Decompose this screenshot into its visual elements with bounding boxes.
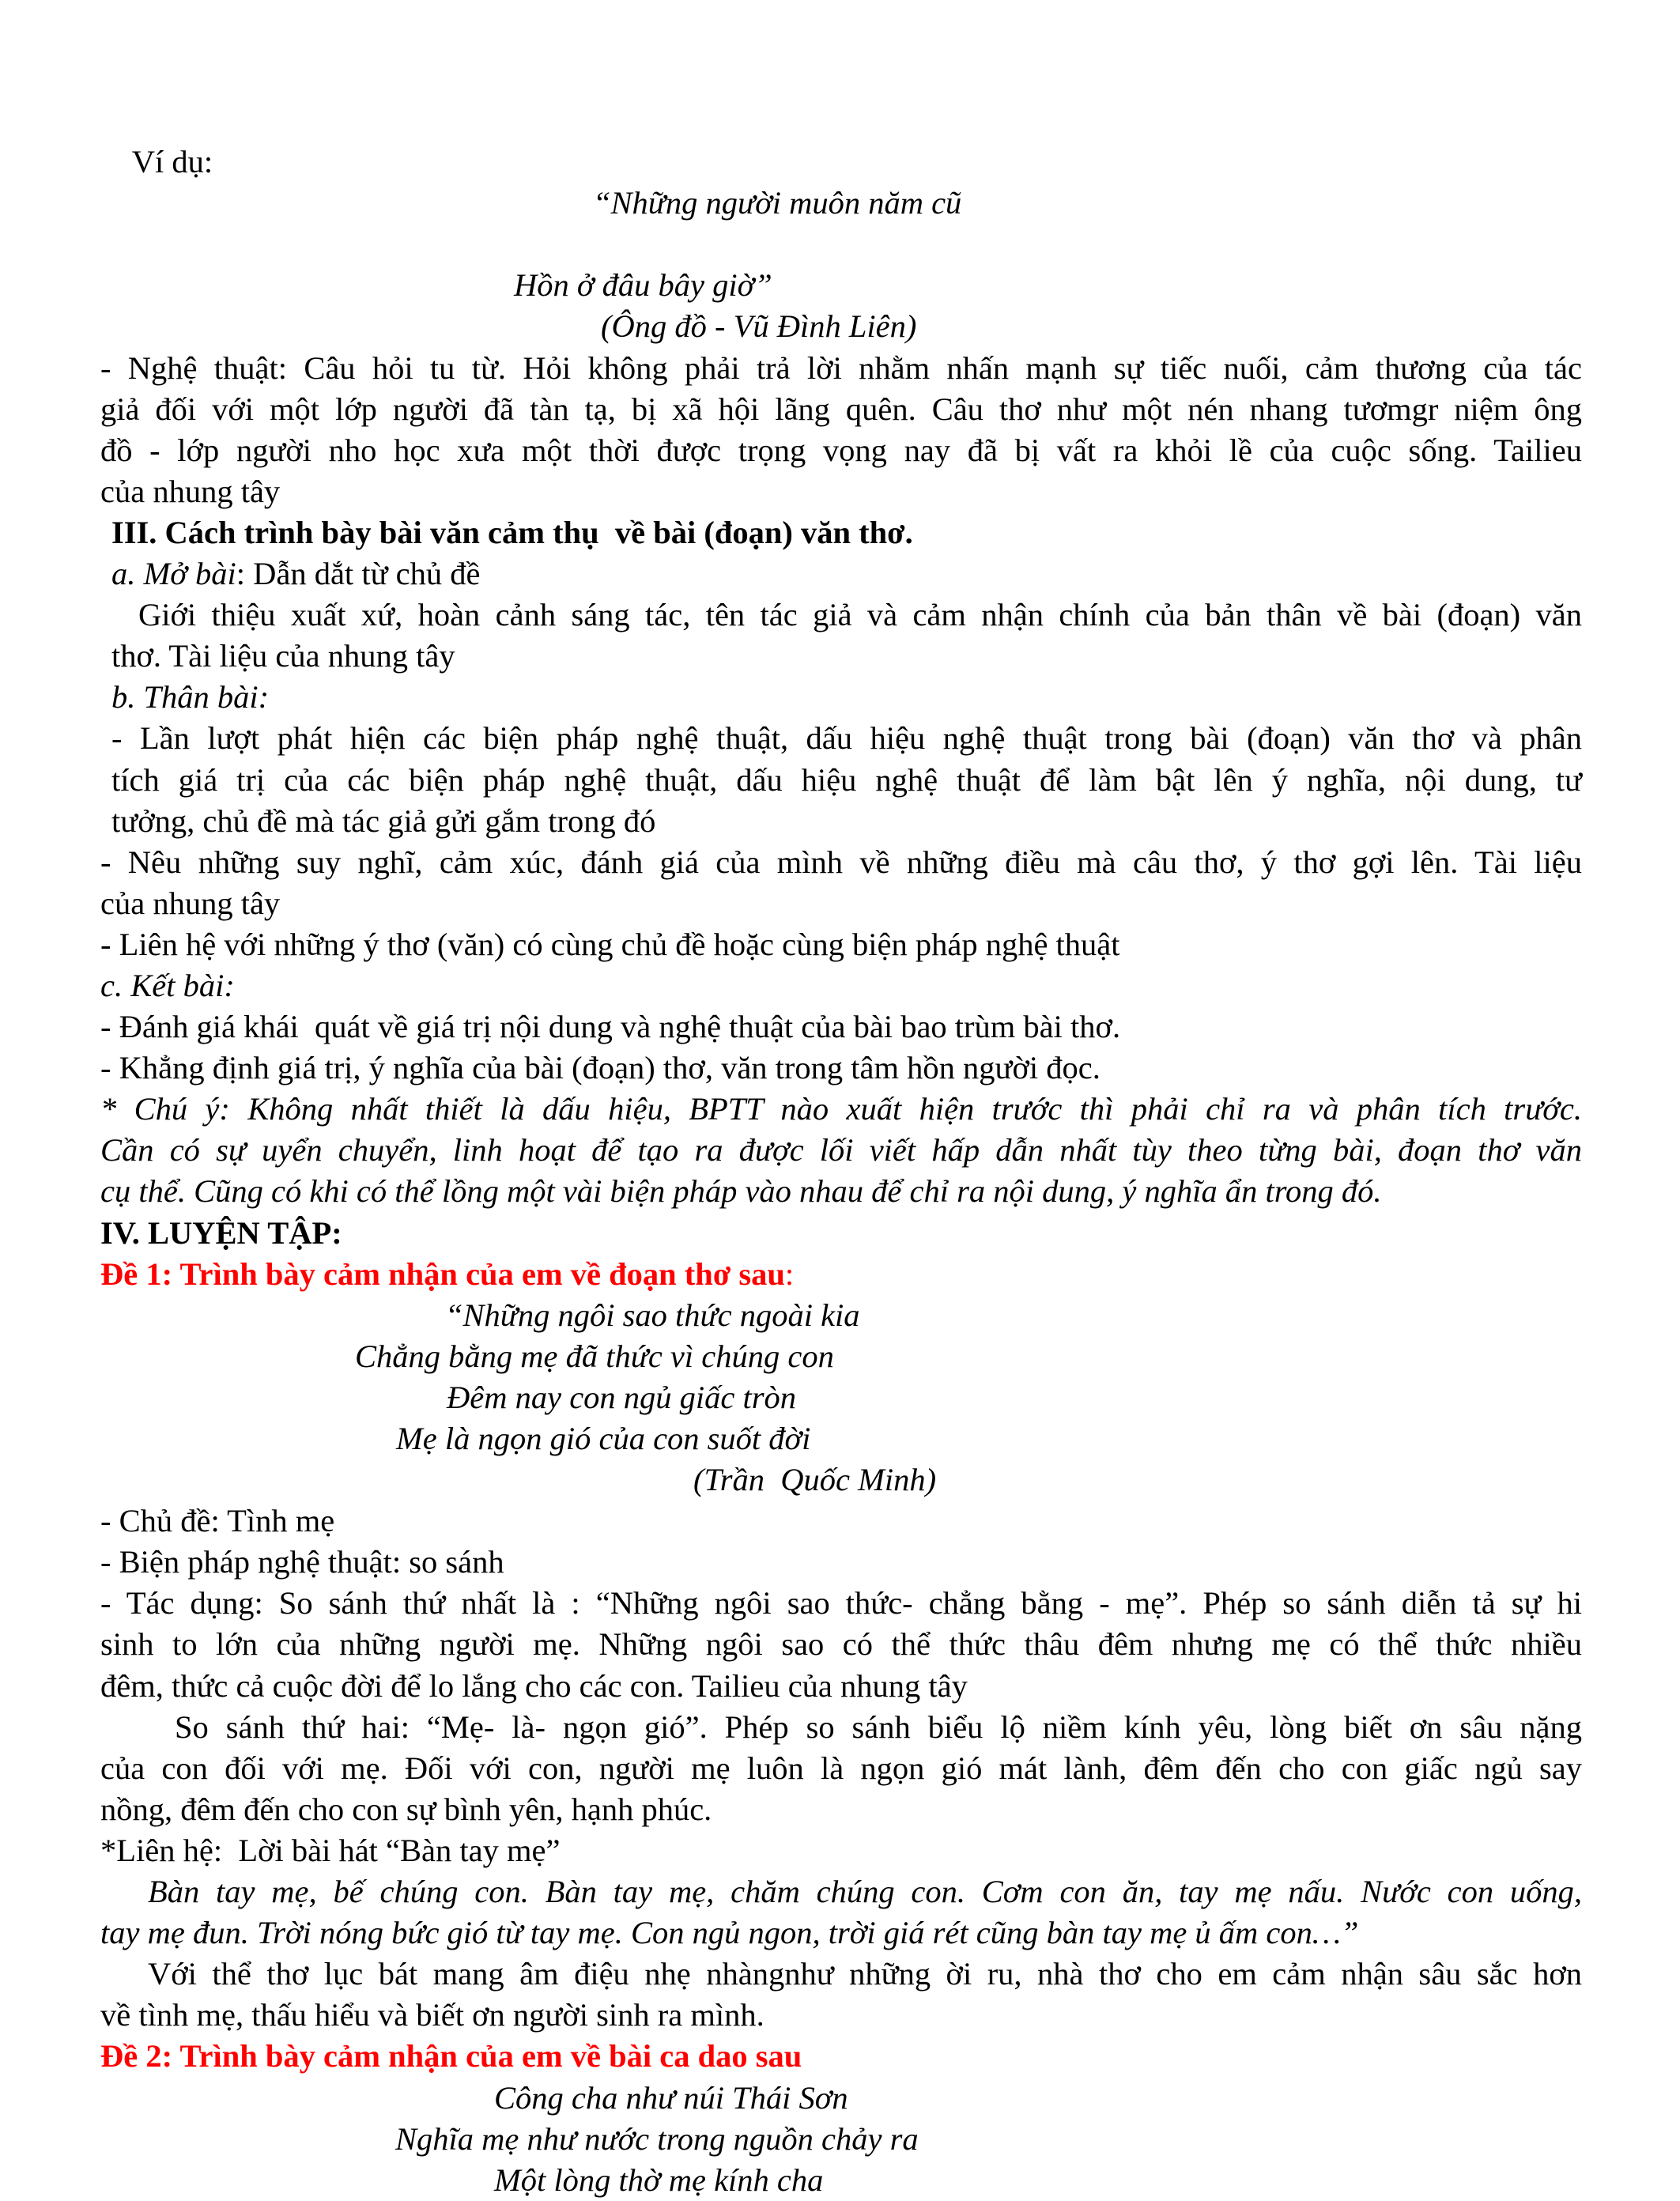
exercise-title: Đề 2: Trình bày cảm nhận của em về bài ca dao sau <box>100 2038 802 2075</box>
subsection-text: : Dẫn dắt từ chủ đề <box>236 556 481 592</box>
paragraph-line: sinh to lớn của những người mẹ. Những ngôi sao có thể thức thâu đêm nhưng mẹ có thể thức nhiều <box>100 1626 1582 1663</box>
paragraph-line: - Biện pháp nghệ thuật: so sánh <box>100 1544 504 1580</box>
paragraph-line: So sánh thứ hai: “Mẹ- là- ngọn gió”. Phép so sánh biểu lộ niềm kính yêu, lòng biết ơn sâu nặng <box>175 1708 1582 1745</box>
paragraph-line: tích giá trị của các biện pháp nghệ thuật, dấu hiệu nghệ thuật để làm bật lên ý nghĩa, nội dung, tư <box>111 761 1582 798</box>
paragraph-line: Với thể thơ lục bát mang âm điệu nhẹ nhàngnhư những ời ru, nhà thơ cho em cảm nhận sâu sắc hơn <box>148 1956 1582 1992</box>
paragraph-line: nồng, đêm đến cho con sự bình yên, hạnh phúc. <box>100 1791 712 1827</box>
subsection-label: b. Thân bài: <box>111 679 270 715</box>
poem-line: Chẳng bằng mẹ đã thức vì chúng con <box>355 1338 834 1374</box>
exercise-title-row <box>100 1254 1582 1295</box>
poem-line: Một lòng thờ mẹ kính cha <box>494 2161 824 2198</box>
paragraph-line: giả đối với một lớp người đã tàn tạ, bị xã hội lãng quên. Câu thơ như một nén nhang tươmgr niệm ông <box>100 391 1582 427</box>
poem-line: Nghĩa mẹ như nước trong nguồn chảy ra <box>395 2120 919 2157</box>
exercise-colon: : <box>784 1255 795 1292</box>
paragraph-line: của nhung tây <box>100 885 281 921</box>
example-label: Ví dụ: <box>131 144 213 180</box>
poem-line: “Những ngôi sao thức ngoài kia <box>445 1297 860 1333</box>
paragraph-line: thơ. Tài liệu của nhung tây <box>111 638 455 674</box>
section-heading: III. Cách trình bày bài văn cảm thụ về bài (đoạn) văn thơ. <box>111 514 913 550</box>
poem-line: Mẹ là ngọn gió của con suốt đời <box>396 1421 811 1456</box>
section-heading: IV. LUYỆN TẬP: <box>100 1214 342 1251</box>
poem-line: Công cha như núi Thái Sơn <box>494 2079 848 2116</box>
poem-source: (Ông đồ - Vũ Đình Liên) <box>601 308 917 345</box>
exercise-title: Đề 1: Trình bày cảm nhận của em về đoạn thơ sau <box>100 1255 785 1292</box>
poem-source: (Trần Quốc Minh) <box>693 1462 937 1498</box>
note-line: cụ thể. Cũng có khi có thể lồng một vài biện pháp vào nhau để chỉ ra nội dung, ý nghĩa ẩn trong đó. <box>100 1173 1382 1210</box>
paragraph-line: về tình mẹ, thấu hiểu và biết ơn người sinh ra mình. <box>100 1997 764 2033</box>
example-row <box>100 100 1582 265</box>
poem-line: “Những người muôn năm cũ <box>593 185 962 221</box>
poem-line: Hồn ở đâu bây giờ” <box>514 267 772 304</box>
song-line: Bàn tay mẹ, bế chúng con. Bàn tay mẹ, chăm chúng con. Cơm con ăn, tay mẹ nấu. Nước con uống, <box>148 1874 1582 1910</box>
poem-line: Đêm nay con ngủ giấc tròn <box>447 1379 797 1415</box>
note-line: * Chú ý: Không nhất thiết là dấu hiệu, BPTT nào xuất hiện trước thì phải chỉ ra và phân tích trước. <box>100 1091 1582 1127</box>
paragraph-line: - Khẳng định giá trị, ý nghĩa của bài (đoạn) thơ, văn trong tâm hồn người đọc. <box>100 1050 1100 1086</box>
subsection-row <box>100 553 1582 595</box>
subsection-label: c. Kết bài: <box>100 967 235 1003</box>
paragraph-line: của nhung tây <box>100 473 281 509</box>
paragraph-line: - Nghệ thuật: Câu hỏi tu từ. Hỏi không phải trả lời nhằm nhấn mạnh sự tiếc nuối, cảm thương của tác <box>100 349 1582 386</box>
note-line: Cần có sự uyển chuyển, linh hoạt để tạo ra được lối viết hấp dẫn nhất tùy theo từng bài, đoạn thơ văn <box>100 1132 1582 1168</box>
song-line: tay mẹ đun. Trời nóng bức gió từ tay mẹ. Con ngủ ngon, trời giá rét cũng bàn tay mẹ ủ ấm con…” <box>100 1915 1359 1951</box>
paragraph-line: - Đánh giá khái quát về giá trị nội dung và nghệ thuật của bài bao trùm bài thơ. <box>100 1009 1121 1045</box>
paragraph-line: của con đối với mẹ. Đối với con, người mẹ luôn là ngọn gió mát lành, đêm đến cho con giấc ngủ say <box>100 1750 1582 1786</box>
paragraph-line: đồ - lớp người nho học xưa một thời được trọng vọng nay đã bị vất ra khỏi lề của cuộc sống. Tailieu <box>100 432 1582 468</box>
paragraph-line: Giới thiệu xuất xứ, hoàn cảnh sáng tác, tên tác giả và cảm nhận chính của bản thân về bài (đoạn) văn <box>138 597 1582 633</box>
paragraph-line: - Liên hệ với những ý thơ (văn) có cùng chủ đề hoặc cùng biện pháp nghệ thuật <box>100 926 1120 962</box>
paragraph-line: đêm, thức cả cuộc đời để lo lắng cho các con. Tailieu của nhung tây <box>100 1667 968 1704</box>
paragraph-line: - Nêu những suy nghĩ, cảm xúc, đánh giá của mình về những điều mà câu thơ, ý thơ gợi lên. Tài liệu <box>100 844 1582 880</box>
paragraph-line: - Tác dụng: So sánh thứ nhất là : “Những ngôi sao thức- chẳng bằng - mẹ”. Phép so sánh diễn tả sự hi <box>100 1585 1582 1621</box>
paragraph-line: - Lần lượt phát hiện các biện pháp nghệ thuật, dấu hiệu nghệ thuật trong bài (đoạn) văn thơ và phân <box>111 720 1582 757</box>
paragraph-line: tưởng, chủ đề mà tác giả gửi gắm trong đó <box>111 802 656 839</box>
paragraph-line: *Liên hệ: Lời bài hát “Bàn tay mẹ” <box>100 1832 561 1868</box>
paragraph-line: - Chủ đề: Tình mẹ <box>100 1503 335 1539</box>
subsection-label: a. Mở bài <box>111 556 236 592</box>
